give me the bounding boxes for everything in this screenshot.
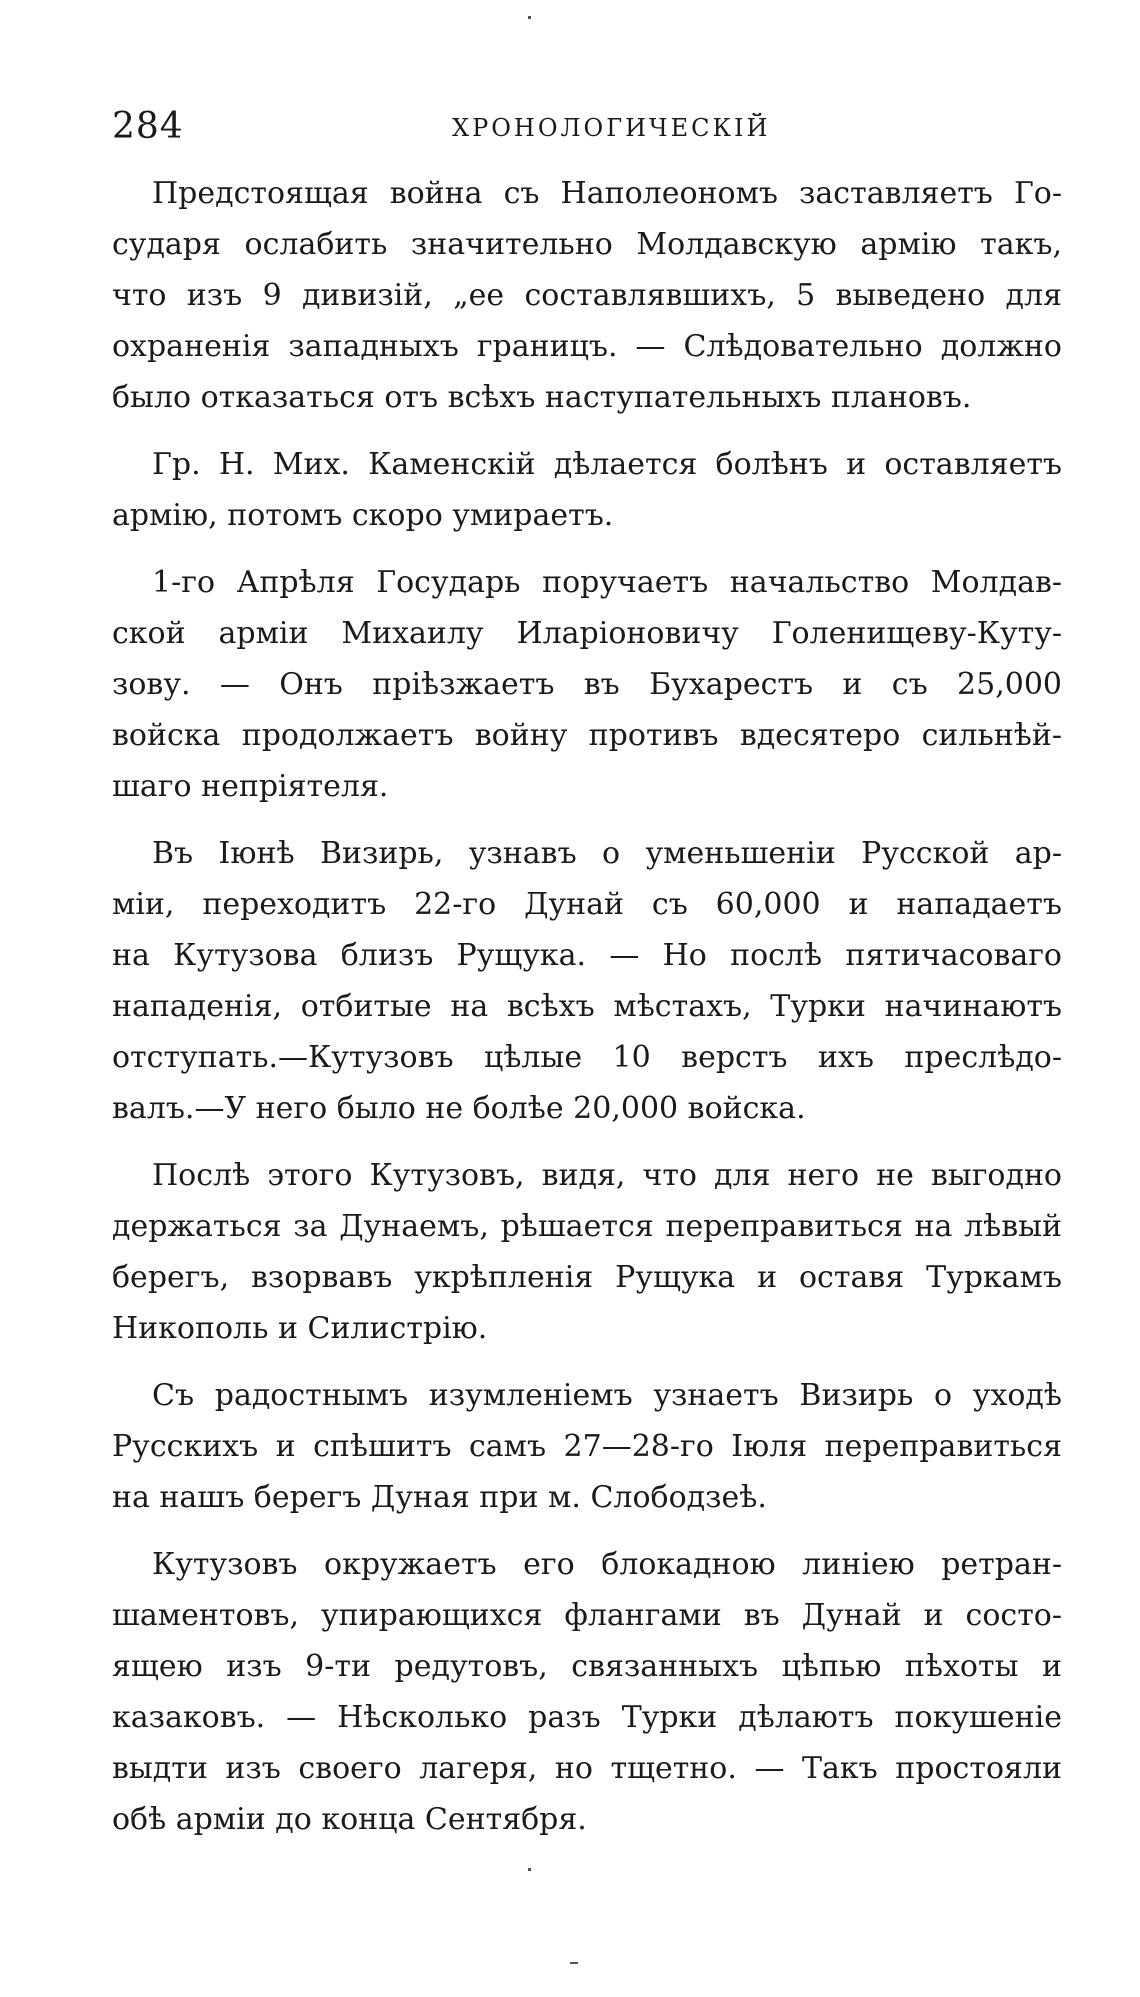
text-line: выдти изъ своего лагеря, но тщетно. — Такъ простояли <box>112 1751 1062 1786</box>
running-title: ХРОНОЛОГИЧЕСКІЙ <box>452 114 771 142</box>
paragraph-4 <box>112 828 1062 1134</box>
text-line: 1-го Апрѣля Государь поручаетъ начальство Молдав- <box>152 565 1062 600</box>
text-line: зову. — Онъ пріѣзжаетъ въ Бухарестъ и съ 25,000 <box>112 667 1062 702</box>
text-line: войска продолжаетъ войну противъ вдесятеро сильнѣй- <box>112 718 1062 753</box>
page-header <box>112 106 1062 154</box>
paragraph-1 <box>112 168 1062 423</box>
text-line: шаго непріятеля. <box>112 769 389 804</box>
text-line: Въ Іюнѣ Визирь, узнавъ о уменьшеніи Русской ар- <box>152 836 1062 871</box>
text-line: Послѣ этого Кутузовъ, видя, что для него не выгодно <box>152 1158 1062 1193</box>
text-line: Никополь и Силистрію. <box>112 1311 488 1346</box>
text-line: обѣ арміи до конца Сентября. <box>112 1802 587 1837</box>
paragraph-7 <box>112 1539 1062 1845</box>
text-line: Русскихъ и спѣшитъ самъ 27—28-го Іюля переправиться <box>112 1429 1062 1464</box>
text-line: ящею изъ 9-ти редутовъ, связанныхъ цѣпью пѣхоты и <box>112 1649 1062 1684</box>
text-line: отступать.—Кутузовъ цѣлые 10 верстъ ихъ преслѣдо- <box>112 1040 1062 1075</box>
text-line: Предстоящая война съ Наполеономъ заставляетъ Го- <box>152 176 1062 211</box>
paragraph-2 <box>112 439 1062 541</box>
text-line: сударя ослабить значительно Молдавскую армію такъ, <box>112 227 1062 262</box>
body-text <box>112 168 1062 1861</box>
text-line: нападенія, отбитые на всѣхъ мѣстахъ, Турки начинаютъ <box>112 989 1062 1024</box>
text-line: армію, потомъ скоро умираетъ. <box>112 498 614 533</box>
scan-speck <box>528 16 531 19</box>
text-line: охраненія западныхъ границъ. — Слѣдовательно должно <box>112 329 1062 364</box>
text-line: міи, переходитъ 22-го Дунай съ 60,000 и нападаетъ <box>112 887 1062 922</box>
text-line: что изъ 9 дивизій, „ее составлявшихъ, 5 выведено для <box>112 278 1062 313</box>
scan-speck <box>570 1962 578 1964</box>
text-line: ской арміи Михаилу Иларіоновичу Голенищеву-Куту- <box>112 616 1062 651</box>
text-line: было отказаться отъ всѣхъ наступательныхъ плановъ. <box>112 380 972 415</box>
text-line: валъ.—У него было не болѣе 20,000 войска. <box>112 1091 806 1126</box>
text-line: Кутузовъ окружаетъ его блокадною линіею ретран- <box>152 1547 1062 1582</box>
paragraph-5 <box>112 1150 1062 1354</box>
text-line: на Кутузова близъ Рущука. — Но послѣ пятичасоваго <box>112 938 1062 973</box>
text-line: держаться за Дунаемъ, рѣшается переправиться на лѣвый <box>112 1209 1062 1244</box>
scan-speck <box>528 1868 531 1871</box>
paragraph-3 <box>112 557 1062 812</box>
page-number: 284 <box>112 106 184 147</box>
paragraph-6 <box>112 1370 1062 1523</box>
text-line: Гр. Н. Мих. Каменскій дѣлается болѣнъ и оставляетъ <box>152 447 1062 482</box>
text-line: казаковъ. — Нѣсколько разъ Турки дѣлаютъ покушеніе <box>112 1700 1062 1735</box>
text-line: шаментовъ, упирающихся флангами въ Дунай и состо- <box>112 1598 1062 1633</box>
text-line: берегъ, взорвавъ укрѣпленія Рущука и оставя Туркамъ <box>112 1260 1062 1295</box>
text-line: на нашъ берегъ Дуная при м. Слободзеѣ. <box>112 1480 767 1515</box>
text-line: Съ радостнымъ изумленіемъ узнаетъ Визирь о уходѣ <box>152 1378 1062 1413</box>
